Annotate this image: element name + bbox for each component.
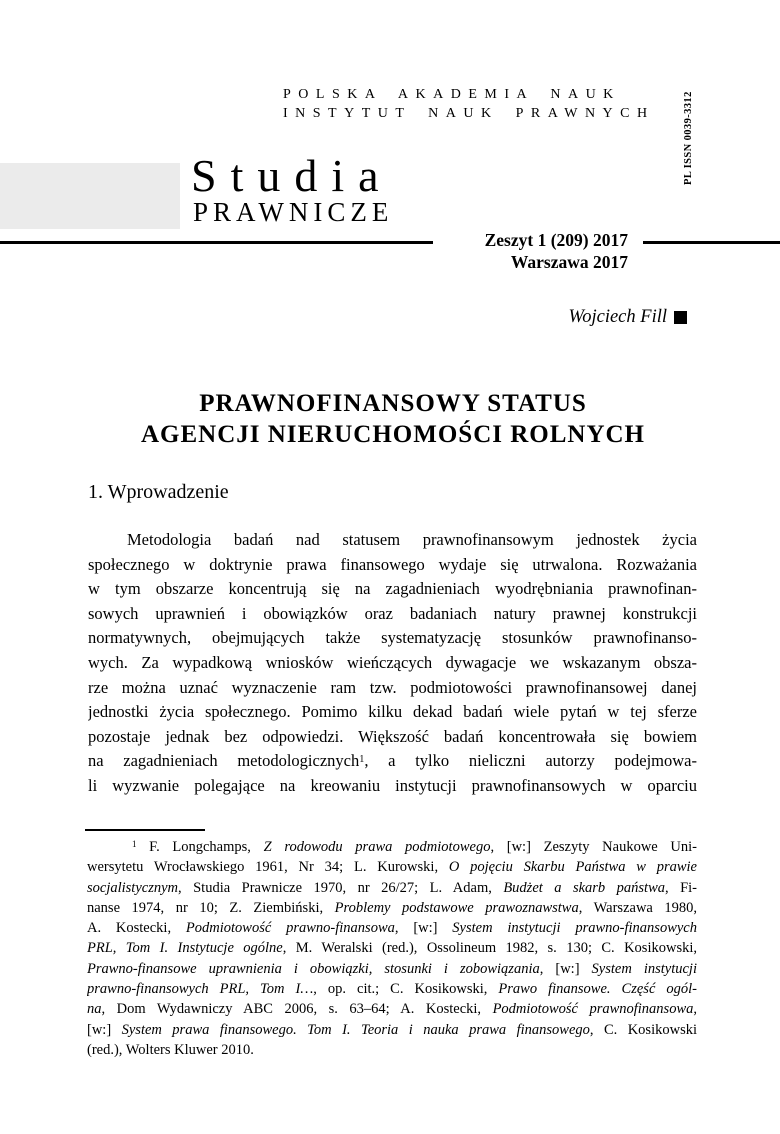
masthead-gray-box [0, 163, 180, 229]
text-line: Prawno-finansowe uprawnienia i obowiązki, stosunki i zobowiązania, [w:] System instytucji [87, 960, 697, 977]
body-paragraph [88, 528, 697, 799]
issue-number: Zeszyt 1 (209) 2017 [484, 230, 628, 250]
text-line: prawno-finansowych PRL, Tom I…, op. cit.; C. Kosikowski, Prawo finansowe. Część ogól- [87, 981, 697, 998]
article-title-line-2: AGENCJI NIERUCHOMOŚCI ROLNYCH [140, 421, 646, 448]
author-name: Wojciech Fill [568, 307, 667, 327]
text-line: rze można uznać wyznaczenie ram tzw. podmiotowości prawnofinansowej danej [88, 677, 697, 697]
text-line: pozostaje jednak bez odpowiedzi. Większość badań koncentrowała się bowiem [88, 726, 697, 746]
text-line: nanse 1974, nr 10; Z. Ziembiński, Problemy podstawowe prawoznawstwa, Warszawa 1980, [87, 899, 697, 916]
text-line: Metodologia badań nad statusem prawnofinansowym jednostek życia [127, 530, 697, 549]
text-line: $^1$ F. Longchamps, Z rodowodu prawa podmiotowego, [w:] Zeszyty Naukowe Uni- [132, 838, 697, 855]
author-marker-square-icon [674, 311, 687, 324]
section-heading: 1. Wprowadzenie [88, 481, 229, 503]
text-line: sowych uprawnień i obowiązków oraz badaniach natury prawnej konstrukcji [88, 603, 697, 623]
author-row [569, 307, 687, 328]
text-line: normatywnych, obejmujących także systematyzację stosunków prawnofinanso- [88, 628, 697, 648]
text-line: socjalistycznym, Studia Prawnicze 1970, nr 26/27; L. Adam, Budżet a skarb państwa, Fi- [87, 879, 697, 896]
text-line: na zagadnieniach metodologicznych$^1$, a tylko nieliczni autorzy podejmowa- [88, 751, 697, 771]
masthead-rule-right [643, 241, 780, 244]
institution-line-2: INSTYTUT NAUK PRAWNYCH [283, 105, 655, 121]
issn-label: PL ISSN 0039-3312 [683, 91, 694, 185]
footnote [87, 837, 697, 1060]
footnote-separator [85, 829, 205, 831]
text-line: A. Kostecki, Podmiotowość prawno-finansowa, [w:] System instytucji prawno-finansowych [87, 920, 697, 937]
journal-title-prawnicze: PRAWNICZE [193, 197, 394, 227]
text-line: wersytetu Wrocławskiego 1961, Nr 34; L. Kurowski, O pojęciu Skarbu Państwa w prawie [87, 859, 697, 876]
institution-line-1: POLSKA AKADEMIA NAUK [283, 87, 621, 102]
journal-title-studia: Studia [191, 150, 393, 201]
text-line: li wyzwanie polegające na kreowaniu instytucji prawnofinansowych w oparciu [88, 775, 697, 795]
text-line: PRL, Tom I. Instytucje ogólne, M. Weralski (red.), Ossolineum 1982, s. 130; C. Kosikowski, [87, 940, 697, 957]
text-line: [w:] System prawa finansowego. Tom I. Teoria i nauka prawa finansowego, C. Kosikowski [87, 1021, 697, 1038]
text-line: społecznego w doktrynie prawa finansowego wydaje się utrwalona. Rozważania [88, 554, 697, 574]
article-title-line-1: PRAWNOFINANSOWY STATUS [199, 390, 587, 417]
publication-place: Warszawa 2017 [510, 251, 628, 272]
text-line: jednostki życia społecznego. Pomimo kilku dekad badań wiele pytań w tej sferze [88, 702, 697, 722]
text-line: (red.), Wolters Kluwer 2010. [87, 1041, 254, 1058]
institution-header [283, 86, 655, 123]
text-line: wych. Za wypadkową wniosków wieńczących dywagacje we wskazanym obsza- [88, 652, 697, 672]
text-line: na, Dom Wydawniczy ABC 2006, s. 63–64; A. Kostecki, Podmiotowość prawnofinansowa, [87, 1001, 697, 1018]
article-title [88, 388, 698, 450]
issue-block [485, 230, 628, 273]
masthead-rule-left [0, 241, 433, 244]
text-line: w tym obszarze koncentrują się na zagadnieniach wyodrębniania prawnofinan- [88, 579, 697, 599]
